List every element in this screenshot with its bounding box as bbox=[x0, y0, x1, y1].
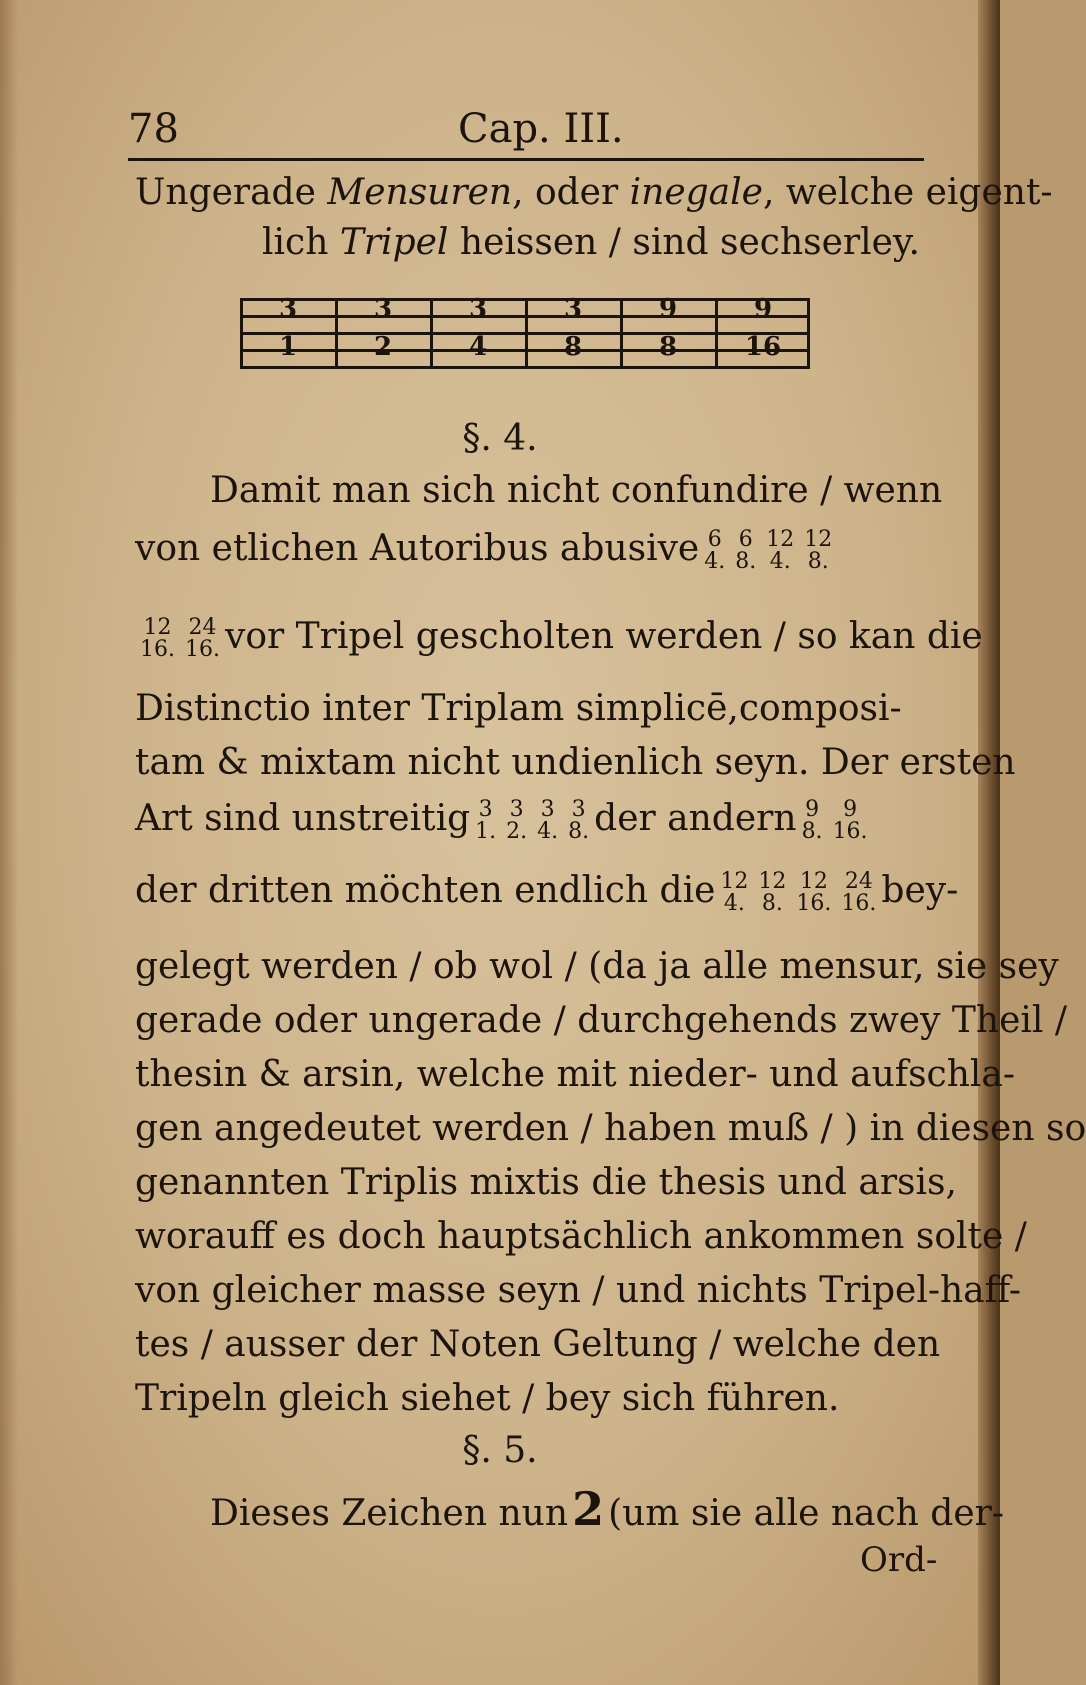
text-line-11: gerade oder ungerade / durchgehends zwey Theil / bbox=[135, 1000, 1067, 1041]
staff-signature-numerator: 3 bbox=[563, 294, 583, 324]
text-line-9: der dritten möchten endlich die 12 4. 12 8. 12 16. 24 16. bey- bbox=[135, 869, 959, 916]
staff-time-signatures bbox=[240, 280, 810, 390]
section-heading-5: §. 5. bbox=[462, 1430, 538, 1471]
staff-signature-numerator: 3 bbox=[373, 294, 393, 324]
staff-barline bbox=[525, 298, 528, 366]
line4-fraction: 12 4. bbox=[766, 527, 795, 574]
text-line-12: thesin & arsin, welche mit nieder- und aufschla- bbox=[135, 1054, 1016, 1095]
text-line-5: 12 16. 24 16. vor Tripel gescholten werden / so kan die bbox=[140, 615, 983, 662]
text-line-2: lich Tripel heissen / sind sechserley. bbox=[262, 222, 920, 263]
staff-signature-numerator: 3 bbox=[278, 294, 298, 324]
line8-first-fraction: 3 4. bbox=[537, 797, 559, 844]
line5-fraction: 12 16. bbox=[140, 615, 175, 662]
staff-signature-denominator: 8 bbox=[658, 332, 678, 362]
text-line-10: gelegt werden / ob wol / (da ja alle mensur, sie sey bbox=[135, 946, 1059, 987]
staff-signature-denominator: 1 bbox=[278, 332, 298, 362]
line9-fraction: 12 8. bbox=[758, 869, 787, 916]
text-line-8: Art sind unstreitig 3 1. 3 2. 3 4. 3 8. der andern 9 8. 9 16. bbox=[135, 797, 868, 844]
chapter-title: Cap. III. bbox=[458, 106, 624, 152]
header-rule bbox=[128, 158, 924, 161]
staff-barline bbox=[335, 298, 338, 366]
line9-fraction: 12 4. bbox=[720, 869, 749, 916]
triple-sign-glyph: 2 bbox=[572, 1482, 605, 1536]
line4-fraction: 6 4. bbox=[704, 527, 726, 574]
line8-second-fraction: 9 16. bbox=[832, 797, 868, 844]
line4-fraction: 12 8. bbox=[804, 527, 833, 574]
staff-barline bbox=[620, 298, 623, 366]
catchword: Ord- bbox=[860, 1540, 938, 1580]
running-header bbox=[128, 100, 928, 160]
staff-signature-numerator: 9 bbox=[753, 294, 773, 324]
line8-second-fraction: 9 8. bbox=[801, 797, 823, 844]
line5-fraction: 24 16. bbox=[185, 615, 220, 662]
line9-fraction: 24 16. bbox=[841, 869, 877, 916]
staff-barline bbox=[715, 298, 718, 366]
text-line-7: tam & mixtam nicht undienlich seyn. Der ersten bbox=[135, 742, 1016, 783]
line8-first-fraction: 3 8. bbox=[568, 797, 590, 844]
text-line-14: genannten Triplis mixtis die thesis und arsis, bbox=[135, 1162, 957, 1203]
section-heading-4: §. 4. bbox=[462, 418, 538, 459]
text-line-6: Distinctio inter Triplam simplicē,composi- bbox=[135, 688, 902, 729]
text-line-19: Dieses Zeichen nun2 (um sie alle nach der- bbox=[210, 1482, 1005, 1536]
text-line-1: Ungerade Mensuren, oder inegale, welche eigent- bbox=[135, 172, 1053, 213]
text-line-4: von etlichen Autoribus abusive 6 4. 6 8. 12 4. 12 8. bbox=[135, 527, 833, 574]
staff-signature-denominator: 16 bbox=[744, 332, 782, 362]
staff-signature-denominator: 2 bbox=[373, 332, 393, 362]
staff-signature-numerator: 9 bbox=[658, 294, 678, 324]
page-number: 78 bbox=[128, 106, 179, 152]
line4-fraction: 6 8. bbox=[735, 527, 757, 574]
text-line-16: von gleicher masse seyn / und nichts Tripel-haff- bbox=[135, 1270, 1022, 1311]
staff-signature-denominator: 8 bbox=[563, 332, 583, 362]
text-line-17: tes / ausser der Noten Geltung / welche den bbox=[135, 1324, 941, 1365]
line8-first-fraction: 3 1. bbox=[475, 797, 497, 844]
staff-barline bbox=[430, 298, 433, 366]
text-line-15: worauff es doch hauptsächlich ankommen solte / bbox=[135, 1216, 1027, 1257]
text-line-18: Tripeln gleich siehet / bey sich führen. bbox=[135, 1378, 840, 1419]
line8-first-fraction: 3 2. bbox=[506, 797, 528, 844]
line9-fraction: 12 16. bbox=[796, 869, 832, 916]
staff-signature-denominator: 4 bbox=[468, 332, 488, 362]
text-line-13: gen angedeutet werden / haben muß / ) in diesen so bbox=[135, 1108, 1086, 1149]
text-line-3: Damit man sich nicht confundire / wenn bbox=[210, 470, 943, 511]
staff-signature-numerator: 3 bbox=[468, 294, 488, 324]
